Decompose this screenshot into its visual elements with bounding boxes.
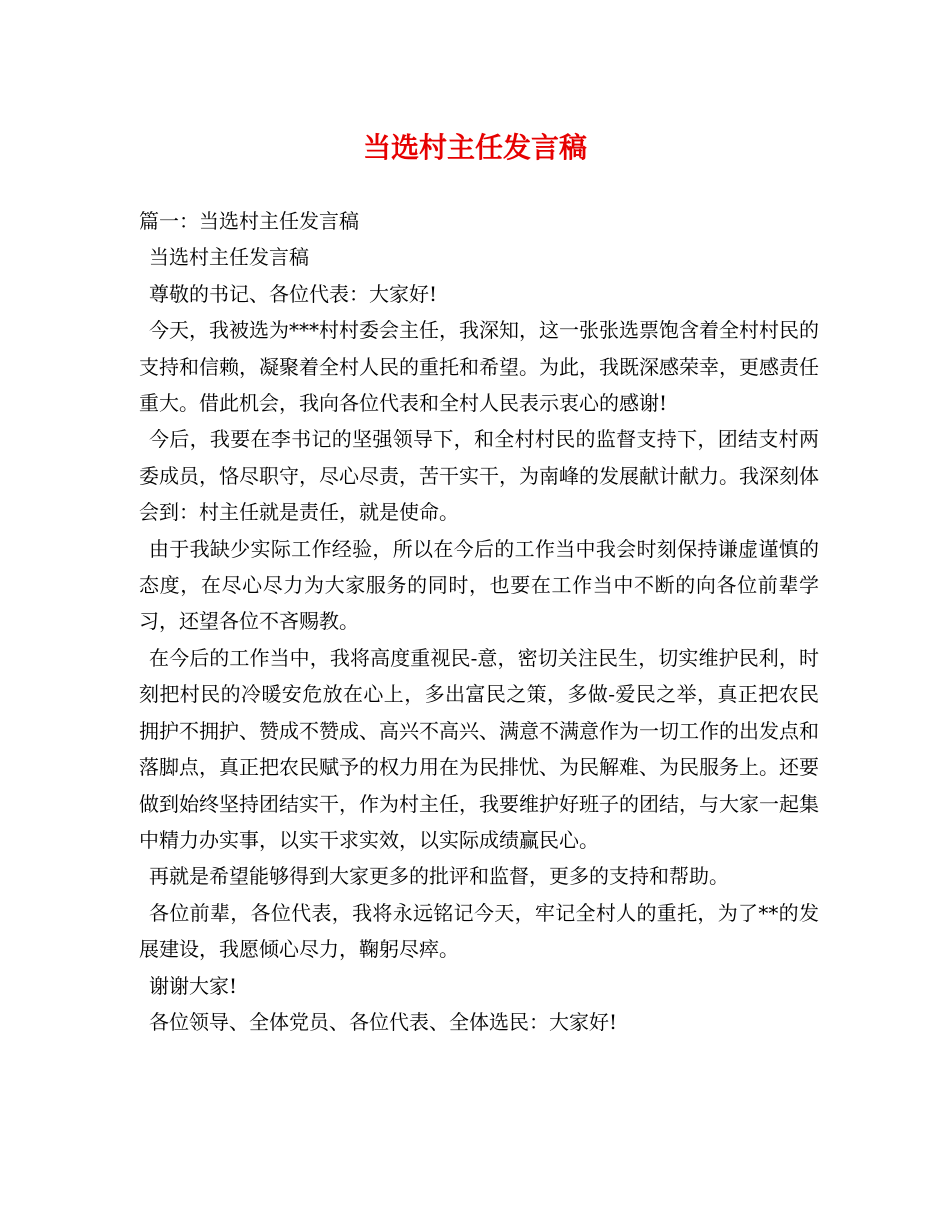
body-paragraph: 各位前辈，各位代表，我将永远铭记今天，牢记全村人的重托，为了**的发展建设，我愿倾心尽力，鞠躬尽瘁。 — [139, 900, 819, 962]
body-paragraph: 今天，我被选为***村村委会主任，我深知，这一张张选票饱含着全村村民的支持和信赖，凝聚着全村人民的重托和希望。为此，我既深感荣幸，更感责任重大。借此机会，我向各位代表和全村人民表示衷心的感谢! — [139, 318, 819, 416]
document-body — [139, 203, 819, 1040]
closing-thanks: 谢谢大家! — [149, 973, 238, 998]
greeting-paragraph: 尊敬的书记、各位代表：大家好! — [149, 281, 438, 306]
body-paragraph: 在今后的工作当中，我将高度重视民-意，密切关注民生，切实维护民利，时刻把村民的冷暖安危放在心上，多出富民之策，多做-爱民之举，真正把农民拥护不拥护、赞成不赞成、高兴不高兴、满意不满意作为一切工作的出发点和落脚点，真正把农民赋予的权力用在为民排忧、为民解难、为民服务上。还要做到始终坚持团结实干，作为村主任，我要维护好班子的团结，与大家一起集中精力办实事，以实干求实效，以实际成绩赢民心。 — [139, 645, 819, 852]
body-paragraph: 今后，我要在李书记的坚强领导下，和全村村民的监督支持下，团结支村两委成员，恪尽职守，尽心尽责，苦干实干，为南峰的发展献计献力。我深刻体会到：村主任就是责任，就是使命。 — [139, 427, 819, 525]
greeting-paragraph: 各位领导、全体党员、各位代表、全体选民：大家好! — [149, 1009, 618, 1034]
body-paragraph: 再就是希望能够得到大家更多的批评和监督，更多的支持和帮助。 — [149, 864, 729, 889]
section-heading: 篇一：当选村主任发言稿 — [139, 209, 359, 233]
body-paragraph: 由于我缺少实际工作经验，所以在今后的工作当中我会时刻保持谦虚谨慎的态度，在尽心尽力为大家服务的同时，也要在工作当中不断的向各位前辈学习，还望各位不吝赐教。 — [139, 536, 819, 634]
document-title: 当选村主任发言稿 — [362, 131, 587, 164]
speech-title: 当选村主任发言稿 — [149, 245, 309, 270]
